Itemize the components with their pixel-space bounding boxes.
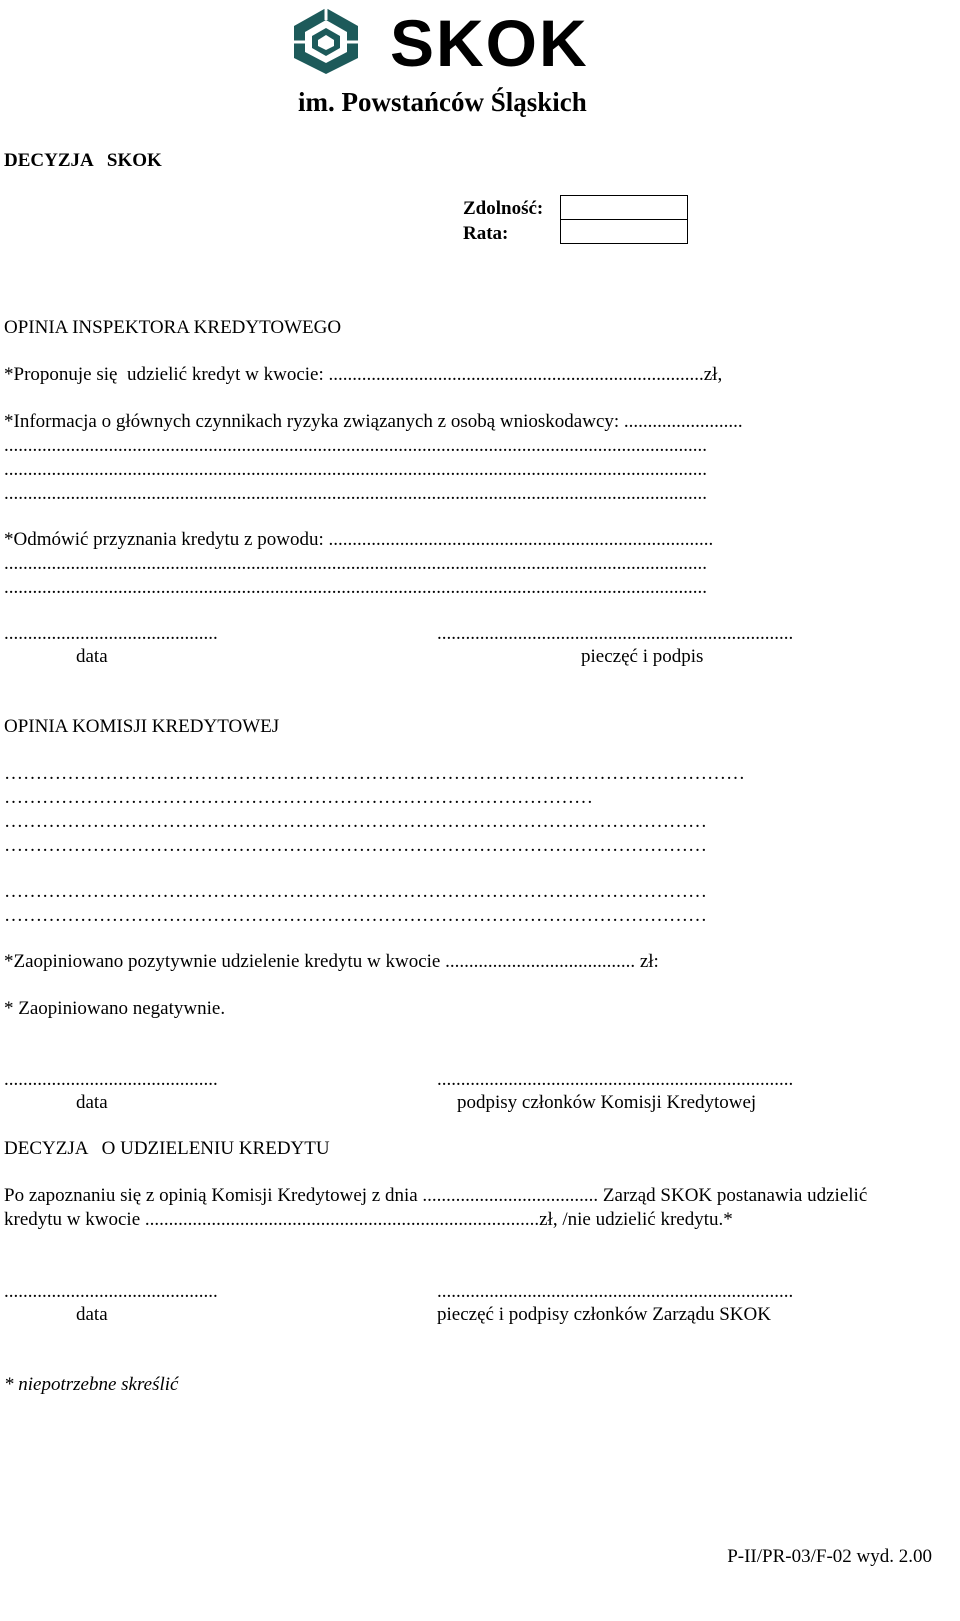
risk-factors-line: *Informacja o głównych czynnikach ryzyka związanych z osobą wnioskodawcy: .........................: [4, 411, 743, 432]
installment-label: Rata:: [463, 223, 509, 244]
institution-subtitle: im. Powstańców Śląskich: [298, 87, 587, 117]
stamp-signature-dots: ...........................................................................: [437, 623, 794, 644]
ellipsis-line: …………………………………………………………………………………………………: [4, 835, 707, 856]
date-label: data: [76, 1304, 108, 1325]
committee-signature-dots: ...........................................................................: [437, 1069, 794, 1090]
stamp-signature-label: pieczęć i podpis: [581, 646, 704, 667]
footnote: * niepotrzebne skreślić: [4, 1374, 179, 1395]
dotted-line: ....................................................................................................................................................: [4, 483, 707, 504]
ellipsis-line: …………………………………………………………………………………: [4, 787, 593, 808]
dotted-line: ....................................................................................................................................................: [4, 435, 707, 456]
ellipsis-line: …………………………………………………………………………………………………: [4, 811, 707, 832]
decision-title: DECYZJA SKOK: [4, 150, 162, 171]
ellipsis-line: …………………………………………………………………………………………………: [4, 905, 707, 926]
date-signature-dots: .............................................: [4, 1281, 218, 1302]
positive-opinion-line: *Zaopiniowano pozytywnie udzielenie kredytu w kwocie ........................................ zł:: [4, 951, 659, 972]
logo-text: SKOK: [390, 6, 589, 80]
logo: [286, 6, 646, 80]
ellipsis-line: ………………………………………………………………………………………………………: [4, 763, 745, 784]
dotted-line: ....................................................................................................................................................: [4, 459, 707, 480]
installment-field[interactable]: [560, 219, 688, 244]
dotted-line: ....................................................................................................................................................: [4, 577, 707, 598]
negative-opinion-line: * Zaopiniowano negatywnie.: [4, 998, 226, 1019]
refusal-reason-line: *Odmówić przyznania kredytu z powodu: .................................................................................: [4, 529, 714, 550]
date-signature-dots: .............................................: [4, 1069, 218, 1090]
committee-section-title: OPINIA KOMISJI KREDYTOWEJ: [4, 716, 280, 737]
board-decision-line: Po zapoznaniu się z opinią Komisji Kredytowej z dnia ..................................... Zarząd SKOK postanawia udzielić: [4, 1185, 868, 1206]
inspector-section-title: OPINIA INSPEKTORA KREDYTOWEGO: [4, 317, 342, 338]
logo-emblem-icon: [286, 6, 366, 76]
date-label: data: [76, 646, 108, 667]
board-signature-dots: ...........................................................................: [437, 1281, 794, 1302]
capacity-field[interactable]: [560, 195, 688, 220]
date-label: data: [76, 1092, 108, 1113]
date-signature-dots: .............................................: [4, 623, 218, 644]
ellipsis-line: …………………………………………………………………………………………………: [4, 881, 707, 902]
proposed-credit-line: *Proponuje się udzielić kredyt w kwocie: ...............................................................................zł,: [4, 364, 723, 385]
dotted-line: ....................................................................................................................................................: [4, 553, 707, 574]
credit-decision-title: DECYZJA O UDZIELENIU KREDYTU: [4, 1138, 330, 1159]
form-code: P-II/PR-03/F-02 wyd. 2.00: [727, 1546, 932, 1567]
board-signatures-label: pieczęć i podpisy członków Zarządu SKOK: [437, 1304, 771, 1325]
credit-amount-line: kredytu w kwocie ...................................................................................zł, /nie udzielić kredytu.*: [4, 1209, 733, 1230]
committee-signatures-label: podpisy członków Komisji Kredytowej: [457, 1092, 757, 1113]
capacity-label: Zdolność:: [463, 198, 544, 219]
